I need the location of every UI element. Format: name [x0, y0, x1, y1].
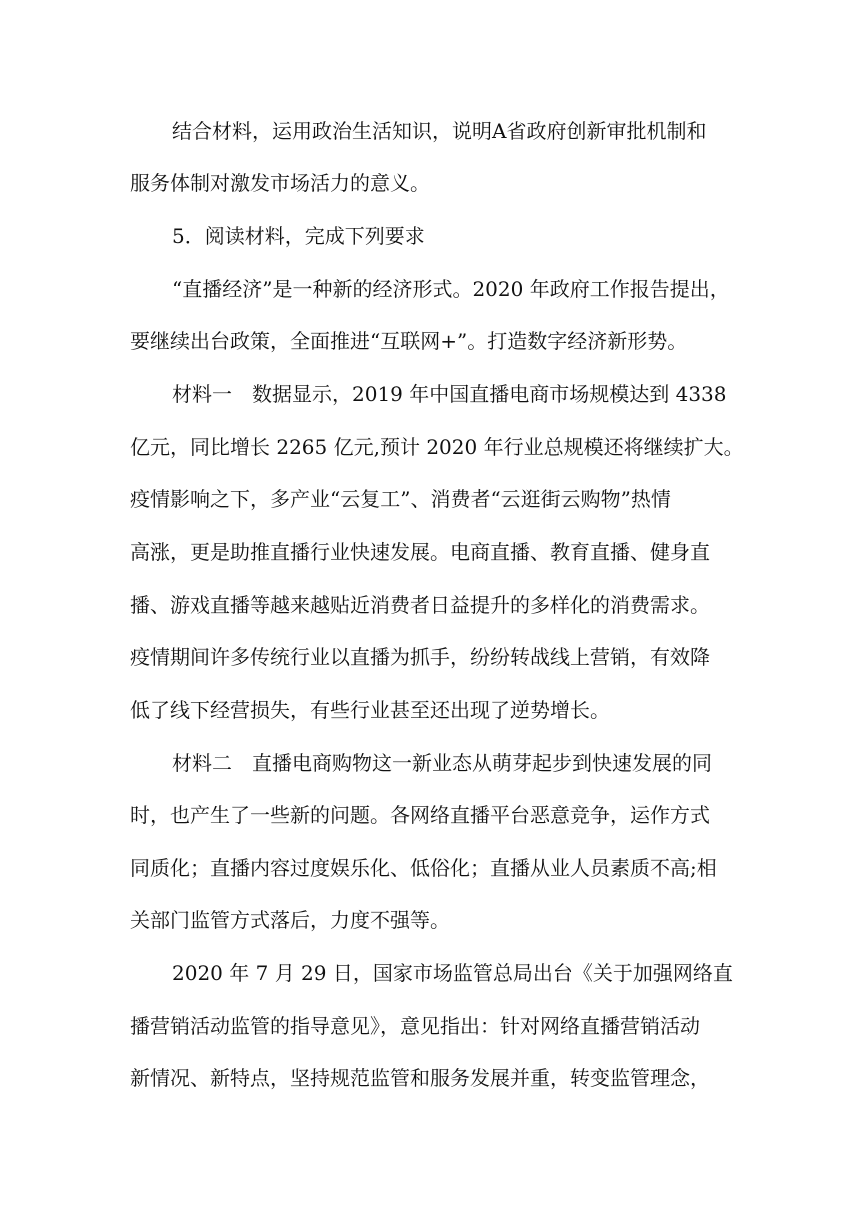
text-line: 疫情期间许多传统行业以直播为抓手，纷纷转战线上营销，有效降: [130, 645, 710, 669]
text-line: 时，也产生了一些新的问题。各网络直播平台恶意竞争，运作方式: [130, 803, 710, 827]
text-line: 高涨，更是助推直播行业快速发展。电商直播、教育直播、健身直: [130, 540, 710, 564]
text-line: 要继续出台政策，全面推进“互联网+”。打造数字经济新形势。: [130, 329, 688, 353]
text-line: “直播经济”是一种新的经济形式。2020 年政府工作报告提出，: [172, 277, 730, 301]
text-line: 播营销活动监管的指导意见》，意见指出：针对网络直播营销活动: [130, 1014, 700, 1038]
text-line: 亿元，同比增长 2265 亿元,预计 2020 年行业总规模还将继续扩大。: [130, 435, 744, 459]
text-line: 疫情影响之下，多产业“云复工”、消费者“云逛街云购物”热情: [130, 487, 671, 511]
material-two-line: 材料二 直播电商购物这一新业态从萌芽起步到快速发展的同: [172, 751, 712, 775]
text-line: 服务体制对激发市场活力的意义。: [130, 171, 430, 195]
text-line: 结合材料，运用政治生活知识，说明A省政府创新审批机制和: [172, 119, 707, 143]
text-line: 2020 年 7 月 29 日，国家市场监管总局出台《关于加强网络直: [172, 961, 733, 985]
text-line: 同质化；直播内容过度娱乐化、低俗化；直播从业人员素质不高;相: [130, 856, 717, 880]
material-one-line: 材料一 数据显示，2019 年中国直播电商市场规模达到 4338: [172, 382, 727, 406]
text-line: 关部门监管方式落后，力度不强等。: [130, 908, 450, 932]
question-heading: 5．阅读材料，完成下列要求: [172, 224, 425, 248]
text-line: 低了线下经营损失，有些行业甚至还出现了逆势增长。: [130, 698, 610, 722]
text-line: 播、游戏直播等越来越贴近消费者日益提升的多样化的消费需求。: [130, 593, 710, 617]
text-line: 新情况、新特点，坚持规范监管和服务发展并重，转变监管理念，: [130, 1066, 710, 1090]
